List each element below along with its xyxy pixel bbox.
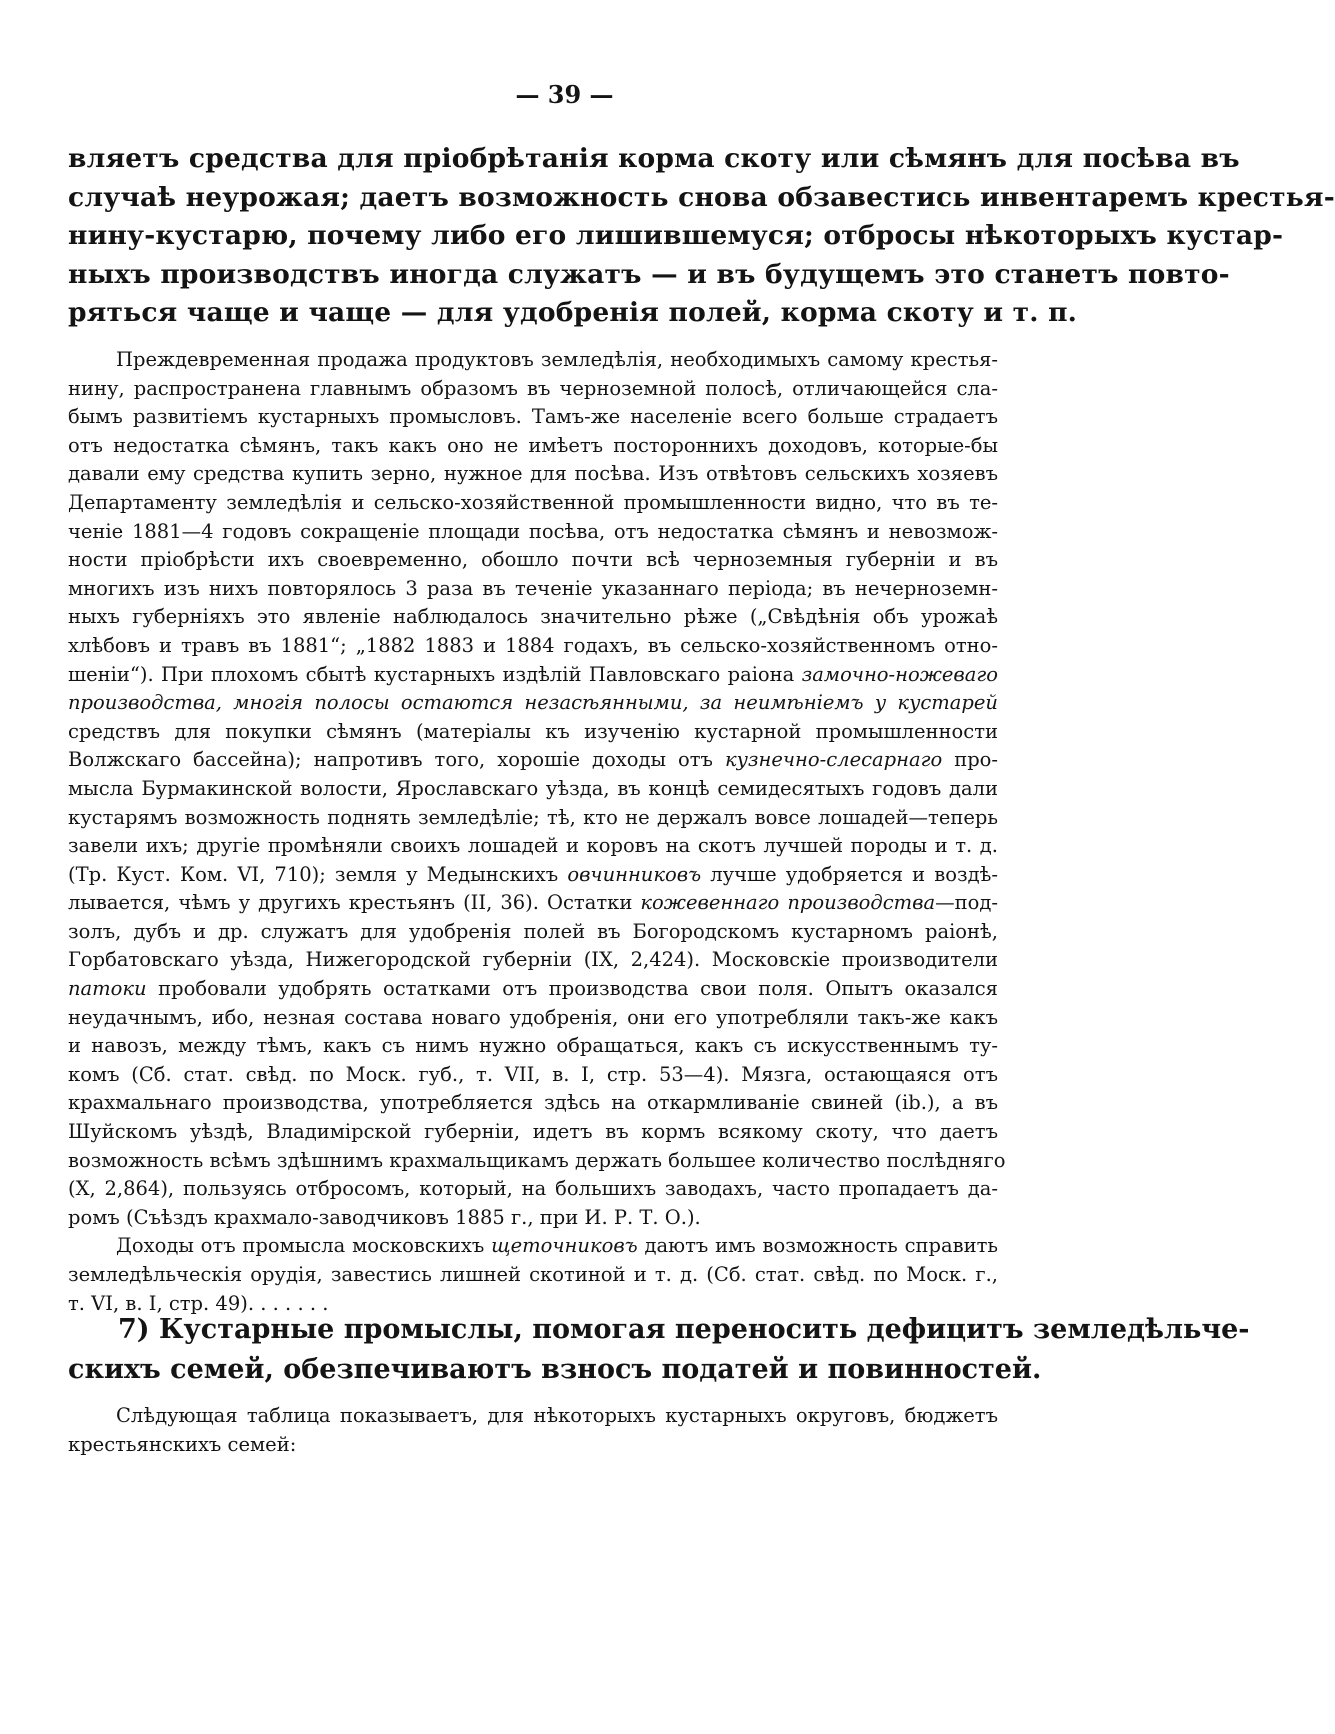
text-line: случаѣ неурожая; даетъ возможность снова обзавестись инвентаремъ крестья-	[68, 181, 1335, 213]
text-line: (X, 2,864), пользуясь отбросомъ, который, на большихъ заводахъ, часто пропадаетъ да-	[68, 1177, 998, 1201]
heading-line: скихъ семей, обезпечиваютъ взносъ податей и повинностей.	[68, 1354, 1042, 1385]
text-line: хлѣбовъ и травъ въ 1881“; „1882 1883 и 1884 годахъ, въ сельско-хозяйственномъ отно-	[68, 633, 998, 657]
text-segment: про-	[942, 748, 998, 772]
body-text	[68, 346, 1006, 1318]
text-line: мысла Бурмакинской волости, Ярославскаго уѣзда, въ концѣ семидесятыхъ годовъ дали	[68, 776, 998, 800]
text-line: земледѣльческія орудія, завестись лишней скотиной и т. д. (Сб. стат. свѣд. по Моск. г.,	[68, 1263, 998, 1286]
page-number: — 39 —	[515, 80, 614, 109]
text-line: нину, распространена главнымъ образомъ въ черноземной полосѣ, отличающейся сла-	[68, 376, 998, 400]
text-line: крестьянскихъ семей:	[68, 1432, 297, 1456]
text-line	[68, 689, 998, 718]
text-line: нину-кустарю, почему либо его лишившемуся; отбросы нѣкоторыхъ кустар-	[68, 220, 1284, 251]
text-line	[68, 661, 998, 690]
text-line: Горбатовскаго уѣзда, Нижегородской губерніи (IX, 2,424). Московскіе производители	[68, 948, 998, 972]
text-line	[68, 1232, 998, 1261]
text-segment: пробовали удобрять остатками отъ производства свои поля. Опытъ оказался	[158, 977, 998, 1001]
text-line: крахмальнаго производства, употребляется здѣсь на откармливаніе свиней (ib.), а въ	[68, 1091, 998, 1115]
text-line: средствъ для покупки сѣмянъ (матеріалы къ изученію кустарной промышленности	[68, 719, 998, 743]
text-line: ныхъ губерніяхъ это явленіе наблюдалось значительно рѣже („Свѣдѣнія объ урожаѣ	[68, 605, 998, 629]
text-line: Шуйскомъ уѣздѣ, Владимірской губерніи, идетъ въ кормъ всякому скоту, что даетъ	[68, 1120, 998, 1144]
text-line: вляетъ средства для пріобрѣтанія корма скоту или сѣмянъ для посѣва въ	[68, 143, 1240, 174]
text-segment: шеніи“). При плохомъ сбытѣ кустарныхъ издѣлій Павловскаго раіона	[68, 662, 795, 686]
italic-term: щеточниковъ	[491, 1234, 638, 1258]
italic-term: замочно-ножеваго	[801, 662, 998, 686]
italic-term: кузнечно-слесарнаго	[724, 748, 943, 772]
text-line: ченіе 1881—4 годовъ сокращеніе площади посѣва, отъ недостатка сѣмянъ и невозмож-	[68, 519, 998, 543]
text-line	[68, 975, 998, 1004]
text-line: ности пріобрѣсти ихъ своевременно, обошло почти всѣ черноземныя губерніи и въ	[68, 548, 998, 572]
text-segment: даютъ имъ возможность справить	[637, 1234, 998, 1258]
text-segment: Волжскаго бассейна); напротивъ того, хорошіе доходы отъ	[68, 748, 713, 772]
text-line: завели ихъ; другіе промѣняли своихъ лошадей и коровъ на скотъ лучшей породы и т. д.	[68, 834, 998, 858]
section-heading	[68, 1310, 1250, 1390]
text-segment: Доходы отъ промысла московскихъ	[116, 1234, 485, 1258]
text-segment: —под-	[935, 891, 998, 915]
intro-paragraph	[68, 1402, 998, 1459]
text-segment: лывается, чѣмъ у другихъ крестьянъ (II, 36). Остатки	[68, 891, 633, 915]
text-line: бымъ развитіемъ кустарныхъ промысловъ. Тамъ-же населеніе всего больше страдаетъ	[68, 405, 998, 429]
text-line: отъ недостатка сѣмянъ, такъ какъ оно не имѣетъ постороннихъ доходовъ, которые-бы	[68, 433, 998, 457]
text-line: неудачнымъ, ибо, незная состава новаго удобренія, они его употребляли такъ-же какъ	[68, 1005, 998, 1029]
text-line	[68, 889, 998, 918]
text-line	[68, 746, 998, 775]
heading-line: 7) Кустарные промыслы, помогая переносить дефицитъ земледѣльче-	[118, 1314, 1250, 1345]
text-line: ныхъ производствъ иногда служатъ — и въ будущемъ это станетъ повто-	[68, 258, 1230, 290]
text-line: Департаменту земледѣлія и сельско-хозяйственной промышленности видно, что въ те-	[68, 490, 998, 514]
italic-term: производства, многія полосы остаются незасѣянными, за неимѣніемъ у кустарей	[68, 691, 998, 715]
text-line: и навозъ, между тѣмъ, какъ съ нимъ нужно обращаться, какъ съ искусственнымъ ту-	[68, 1034, 998, 1058]
text-segment: (Тр. Куст. Ком. VI, 710); земля у Медынскихъ	[68, 862, 559, 886]
italic-term: овчинниковъ	[567, 862, 702, 886]
italic-term: кожевеннаго производства	[640, 891, 936, 915]
text-line: ромъ (Съѣздъ крахмало-заводчиковъ 1885 г., при И. Р. Т. О.).	[68, 1205, 701, 1229]
text-line: Преждевременная продажа продуктовъ земледѣлія, необходимыхъ самому крестья-	[116, 348, 998, 371]
text-line: возможность всѣмъ здѣшнимъ крахмальщикамъ держать большее количество послѣдняго	[68, 1148, 1006, 1172]
text-line: кустарямъ возможность поднять земледѣліе; тѣ, кто не держалъ вовсе лошадей—теперь	[68, 805, 998, 829]
italic-term: патоки	[68, 977, 147, 1001]
text-line: комъ (Сб. стат. свѣд. по Моск. губ., т. VII, в. I, стр. 53—4). Мязга, остающаяся отъ	[68, 1062, 998, 1086]
text-line: давали ему средства купить зерно, нужное для посѣва. Изъ отвѣтовъ сельскихъ хозяевъ	[68, 462, 998, 486]
text-segment: лучше удобряется и воздѣ-	[701, 862, 999, 886]
text-line: т. VI, в. I, стр. 49). . . . . . .	[68, 1291, 329, 1315]
text-line: ряться чаще и чаще — для удобренія полей, корма скоту и т. п.	[68, 297, 1078, 328]
text-line	[68, 861, 998, 890]
text-line: Слѣдующая таблица показываетъ, для нѣкоторыхъ кустарныхъ округовъ, бюджетъ	[116, 1404, 998, 1427]
text-line: золъ, дубъ и др. служатъ для удобренія полей въ Богородскомъ кустарномъ раіонѣ,	[68, 919, 998, 943]
bold-paragraph	[68, 140, 1335, 333]
text-line: многихъ изъ нихъ повторялось 3 раза въ теченіе указаннаго періода; въ нечерноземн-	[68, 576, 998, 600]
